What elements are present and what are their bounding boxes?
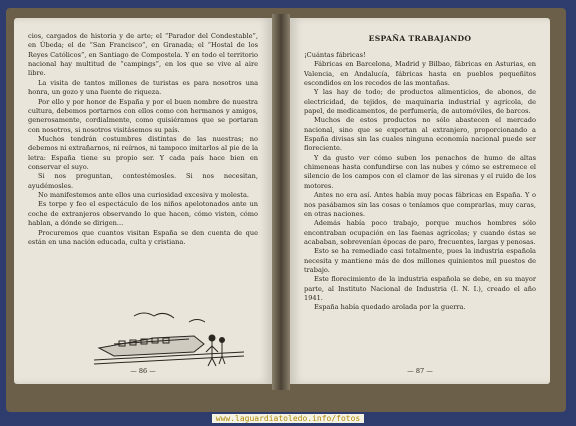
left-paragraph: No manifestemos ante ellos una curiosidad excesiva y molesta.	[38, 191, 249, 200]
left-page	[14, 18, 272, 384]
left-paragraph: Si nos preguntan, contestémosles. Si nos necesitan, ayudémosles.	[28, 172, 258, 190]
left-paragraph: Muchos tendrán costumbres distintas de las nuestras; no debemos ni extrañarnos, ni reírnos, ni tampoco imitarlos al pie de la letra: España tiene su propio ser. Y cada país hace bien en conservar el suyo.	[28, 134, 258, 172]
right-paragraph: Antes no era así. Antes había muy pocas fábricas en España. Y o nos pasábamos sin las cosas o teníamos que comprarlas, muy caras, en otras naciones.	[304, 191, 536, 218]
right-paragraph: ¡Cuántas fábricas!	[304, 50, 366, 59]
train-illustration	[94, 308, 244, 370]
right-paragraph: Este florecimiento de la industria española se debe, en su mayor parte, al Instituto Nacional de Industria (I. N. I.), creado el año 1941.	[304, 275, 536, 303]
right-paragraph: Y las hay de todo; de productos alimenticios, de abonos, de electricidad, de tejidos, de maquinaria industrial y agrícola, de papel, de medicamentos, de perfumería, de automóviles, de barcos.	[304, 88, 536, 115]
right-paragraph: Fábricas en Barcelona, Madrid y Bilbao, fábricas en Asturias, en Valencia, en Andalucía, fábricas hasta en pueblos pequeñitos escondidos en los recodos de las montañas.	[304, 60, 536, 87]
right-paragraph: Y da gusto ver cómo suben los penachos de humo de altas chimeneas hasta confundirse con las nubes y cómo se estremece el silencio de los campos con el clamor de las sirenas y el ruido de los motores.	[304, 153, 536, 190]
right-paragraph: Esto se ha remediado casi totalmente, pues la industria española necesita y mantiene más de dos millones quinientos mil puestos de trabajo.	[304, 247, 536, 275]
right-paragraph: Muchos de estos productos no sólo abastecen el mercado nacional, sino que se exportan al extranjero, proporcionando a España divisas sin las cuales ninguna economía nacional puede ser floreciente.	[304, 116, 536, 153]
left-paragraph: La visita de tantos millones de turistas es para nosotros una honra, un gozo y una fuente de riqueza.	[28, 78, 258, 97]
right-paragraph: España había quedado arolada por la guerra.	[314, 303, 466, 312]
chapter-heading: ESPAÑA TRABAJANDO	[368, 34, 472, 43]
right-page	[290, 18, 550, 384]
left-paragraph: cios, cargados de historia y de arte; el “Parador del Condestable”, en Úbeda; el de “San Francisco”, en Granada; el “Hostal de los Reyes Católicos”, en Santiago de Compostela. Y en todo el territorio nacional hay multitud de “campings”, en los que se vive al aire libre.	[28, 32, 258, 78]
left-paragraph: Procuremos que cuantos visitan España se den cuenta de que están en una nación educada, culta y cristiana.	[28, 228, 258, 246]
book-gutter	[272, 14, 290, 390]
photo-credit	[0, 412, 576, 426]
left-paragraph: Es torpe y feo el espectáculo de los niños apelotonados ante un coche de extranjeros observando lo que hacen, cómo visten, cómo hablan, a dónde se dirigen...	[28, 200, 258, 228]
right-paragraph: Además había poco trabajo, porque muchos hombres sólo encontraban ocupación en las faenas agrícolas; y cuando éstas se acababan, sobrevenían épocas de paro, frecuentes, largas y penosas.	[304, 219, 536, 246]
page-number: — 86 —	[130, 366, 156, 375]
page-number: — 87 —	[407, 366, 433, 375]
credit-link[interactable]: www.laguardiatoledo.info/fotos	[212, 414, 365, 423]
left-paragraph: Por ello y por honor de España y por el buen nombre de nuestra cultura, debemos portarnos con ellos como con hermanos y amigos, generosamente, cordialmente, como quisiéramos que se portaran con nosotros, si nosotros visitásemos su país.	[28, 97, 258, 134]
